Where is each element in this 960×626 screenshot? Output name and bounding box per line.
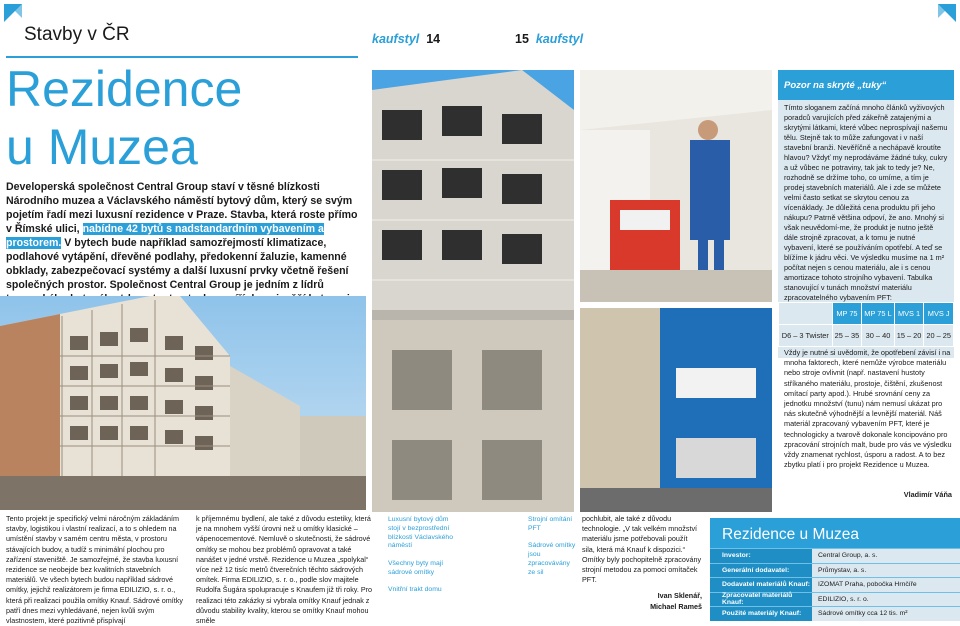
info-value: IZOMAT Praha, pobočka Hrnčíře	[812, 578, 960, 592]
info-key: Zpracovatel materiálů Knauf:	[710, 593, 812, 607]
article-title	[6, 60, 242, 176]
lede-text-1: Developerská společnost Central Group staví v těsné blízkosti Národního muzea a Václavského náměstí bytový dům, který se svým pojetím řadí mezi luxusní rezidence v Praze. Stavba, která roste přímo v Římské ulici,	[6, 181, 358, 235]
info-row	[710, 606, 960, 621]
right-author: Vladimír Váňa	[903, 490, 952, 499]
lede-text-2: V bytech bude například samozřejmostí klimatizace, podlahové vytápění, dřevěné podlahy, předokenní žaluzie, kamenné obklady, zabezpečovací systémy a další luxusní prvky včetně řešení společných prostor. Společnost Central Group je jedním z lídrů	[6, 237, 349, 291]
body-column-1: Tento projekt je specifický velmi náročným základáním stavby, logistikou i vlastní realizací, a to s ohledem na umístění stavby v samém centru města, v prostoru stávajících budov, a tudíž s minimální plochou pro zařízení staveniště. Je samozřejmé, že stavba luxusní rezidence se neobejde bez kvalitních stavebních materiálů. Ve všech bytech budou například sádrové omítky, jejichž realizátorem je firma EDILIZIO, s. r. o., která při realizaci použila omítky Knauf. Sádrové omítky patří dnes mezi vyhledávané, nejen kvůli svým vlastnostem, které pozitivně přispívají	[6, 514, 183, 626]
author-line-1: Ivan Sklenář,	[657, 591, 702, 601]
caption-text: Luxusní bytový dům stojí v bezprostřední blízkosti Václavského náměstí	[388, 516, 453, 550]
info-value: EDILIZIO, s. r. o.	[812, 593, 960, 607]
info-key: Dodavatel materiálů Knauf:	[710, 578, 812, 592]
info-title: Rezidence u Muzea	[722, 526, 859, 543]
photo-knauf-silo	[580, 308, 772, 512]
table-cell: 30 – 40	[862, 325, 895, 347]
table-header-cell: MP 75	[832, 303, 862, 325]
lede-highlight: nabídne 42 bytů s nadstandardním vybavením a prostorem.	[6, 223, 324, 249]
author-line-2: Michael Rameš	[650, 601, 702, 611]
table-row-label: D6 – 3 Twister	[779, 325, 833, 347]
title-line-1: Rezidence	[6, 61, 243, 117]
page-header-right	[515, 32, 583, 46]
page-number-right: 15	[515, 32, 529, 46]
photo-construction-facade	[372, 70, 574, 512]
table-cell: 15 – 20	[894, 325, 924, 347]
info-key: Použité materiály Knauf:	[710, 607, 812, 621]
table-corner	[779, 303, 833, 325]
caption-text: Sádrové omítky jsou zpracovávány ze sil	[528, 542, 576, 576]
info-value: Central Group, a. s.	[812, 549, 960, 563]
info-key: Generální dodavatel:	[710, 564, 812, 578]
body-column-2: k příjemnému bydlení, ale také z důvodu estetiky, která je na mnohem vyšší úrovni než u omítky klasické – vápenocementové. Nemluvě o skutečnosti, že sádrové omítky se mohou bez problémů opravovat a také nanášet v jedné vrstvě. Rezidence u Muzea „spolykal“ více než 12 tisíc metrů čtverečních těchto sádrových omítek. Firma EDILIZIO, s. r. o., podle slov majitele Rudolfa Šugára spolupracuje s Knaufem již tři roky. Pro realizaci této zakázky si vybrala omítky Knauf jednak z důvodu stability kvality, kterou se omítky Knauf mohou směle	[196, 514, 373, 626]
brand-left: kaufstyl	[372, 32, 420, 46]
header-divider	[6, 56, 358, 58]
section-title: Stavby v ČR	[24, 24, 130, 45]
page-header-left	[372, 32, 440, 46]
info-row	[710, 548, 960, 563]
info-value: Průmystav, a. s.	[812, 564, 960, 578]
table-header-cell: MP 75 L	[862, 303, 895, 325]
table-cell: 25 – 35	[832, 325, 862, 347]
pft-table	[778, 302, 954, 347]
sidebar-heading: Pozor na skryté „tuky“	[778, 70, 954, 100]
column-3-text: pochlubit, ale také z důvodu technologie. „V tak velkém množství materiálu jsme potřebovali použít sila, která má Knauf k dispozici.“ Omítky byly pochopitelně zpracovány strojní metodou za pomoci omítaček PFT.	[582, 514, 702, 585]
corner-mark-right-icon	[938, 4, 956, 22]
caption-2	[528, 516, 576, 578]
sidebar-body: Tímto sloganem začíná mnoho článků vyživových poradců varujících před zákeřně zatajenými a skrytými látkami, které vůbec neprospívají našemu tělu. Stejně tak to může zafungovat i v naší stavební branži. Nevěříčně a nechápavě kroutíte hlavou? Vždyť my neprodáváme žádné tuky, cukry a už vůbec ne potraviny, tak jak to tedy je? Ne, rozhodně se držíme toho, co umíme, a tím je prodej stavebních materiálů. Ale i zde se můžete velmi často setkat se skrytou cenou za vícenáklady. Je důležitá cena produktu při jeho nákupu? Patrně většina odpoví, že ano. Mnohý si však neuvědomí-me, že produkt je nutno ještě dále strojně zpracovat, a k tomu je nutné vybavení, které se používáním opotřebí. A teď se blížíme k jádru věci. Ve výsledku musíme na 1 m² počítat nejen s cenou materiálu, ale i s cenou amortizace tohoto strojního vybavení. Tabulka stanovující v tunách množství materiálu zpracovatelného vybavením PFT:	[784, 103, 948, 302]
info-row	[710, 592, 960, 607]
table-header-cell: MVS 1	[894, 303, 924, 325]
caption-text: Vnitřní trakt domu	[388, 586, 442, 594]
caption-text: Všechny byty mají sádrové omítky	[388, 559, 444, 576]
caption-1	[388, 516, 456, 595]
table-cell: 20 – 25	[924, 325, 954, 347]
caption-text: Strojní omítání PFT	[528, 516, 573, 532]
table-header-cell: MVS J	[924, 303, 954, 325]
bottom-author	[582, 591, 702, 611]
body-column-3	[582, 514, 702, 612]
right-column-text: Vždy je nutné si uvědomit, že opotřebení závisí i na mnoha faktorech, které nemůže výrobce materiálu nebo stroje ovlivnit (např. nastavení hustoty stříkaného materiálu, prostoje, čištění, zkušenost omítací party apod.). Hrubé srovnání ceny za jednotku množství (tunu) nám nemusí ukázat pro nás skutečně výhodnější a levnější materiál. Náš materiál zpracovaný vybavením PFT, které je technologicky a tvarově dokonale koncipováno pro zpracování strojních malt, bude pro vás ve výsledku vždy znamenat rychlost, úsporu a radost. A to bez zbytku platí i pro projekt Rezidence u Muzea.	[784, 348, 952, 470]
info-row	[710, 563, 960, 578]
brand-right: kaufstyl	[535, 32, 584, 46]
corner-mark-left-icon	[4, 4, 22, 22]
info-key: Investor:	[710, 549, 812, 563]
info-value: Sádrové omítky cca 12 tis. m²	[812, 607, 960, 621]
photo-interior-plastering	[580, 70, 772, 302]
project-info-box	[710, 518, 960, 618]
page-number-left: 14	[426, 32, 441, 46]
info-row	[710, 577, 960, 592]
photo-building-exterior	[0, 296, 366, 510]
title-line-2: u Muzea	[6, 119, 198, 175]
